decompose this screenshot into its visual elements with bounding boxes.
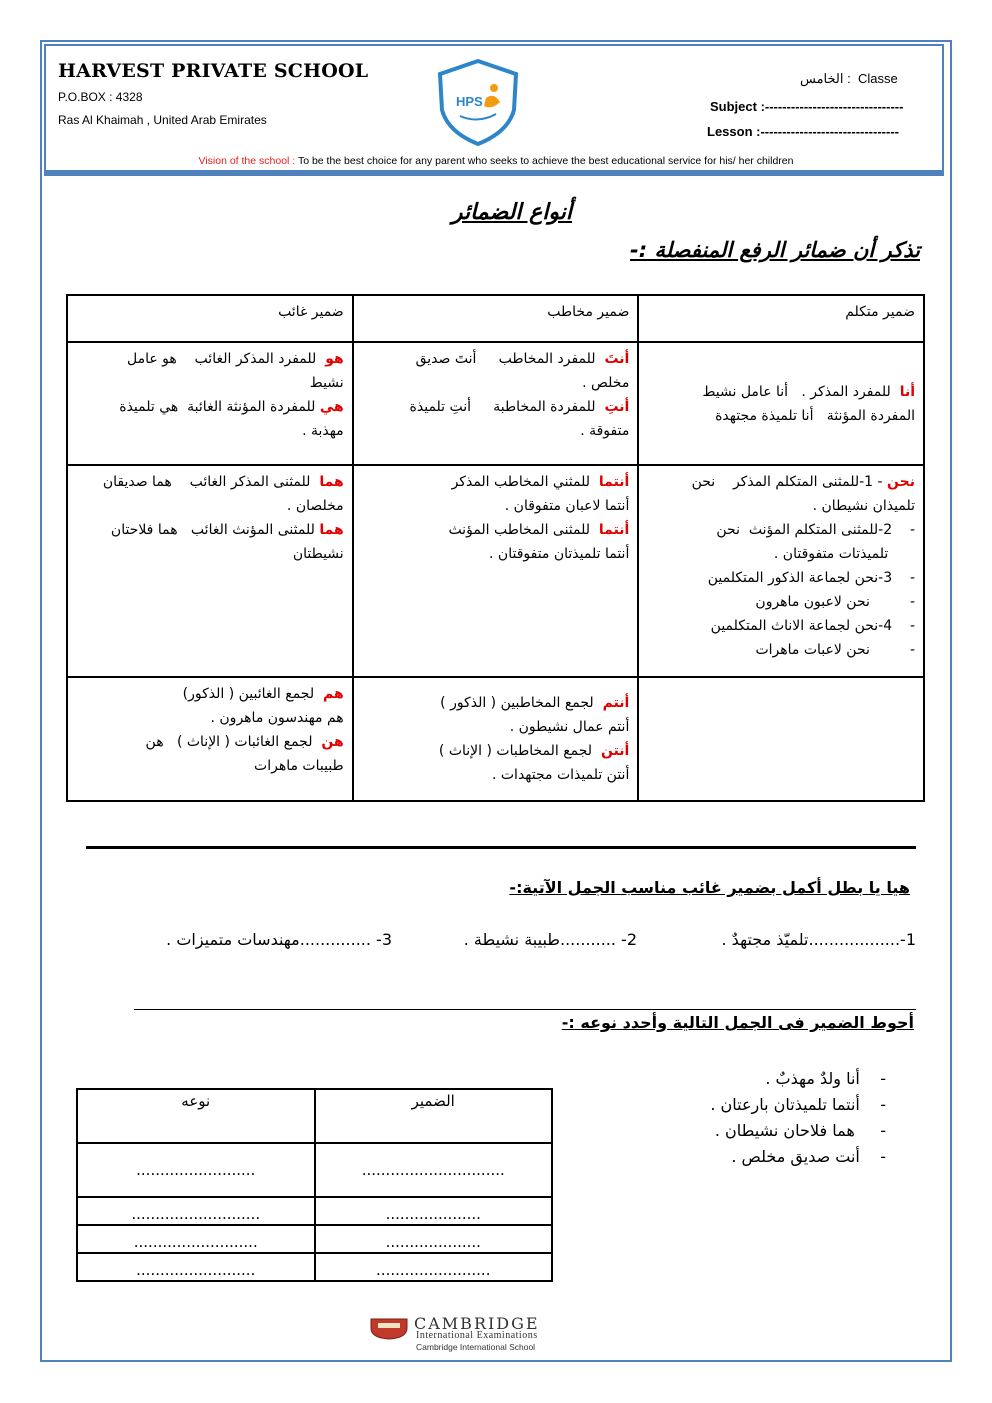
cell-line [76, 682, 344, 706]
cell-line [647, 542, 915, 566]
table-row [67, 465, 924, 677]
table-cell [67, 677, 353, 801]
pronoun-highlight: أنا [899, 383, 915, 400]
cell-text: أنتم عمال نشيطون . [509, 719, 630, 735]
cambridge-school: Cambridge International School [416, 1342, 536, 1352]
cell-text: طبيبات ماهرات [254, 758, 344, 774]
sentence-item: - أنا ولدٌ مهذبٌ . [765, 1069, 886, 1088]
sentence-item: - أنت صديق مخلص . [731, 1147, 886, 1166]
exercise1-item-2: 2- ...........طبيبة نشيطة . [463, 930, 637, 949]
sentence-text: أنت صديق مخلص . [731, 1147, 860, 1166]
pronoun-highlight: أنتن [600, 743, 630, 759]
exercise1-title: هيا يا بطل أكمل بضمير غائب مناسب الجمل الآتية:- [509, 878, 910, 897]
cell-line [647, 404, 915, 428]
cell-text: مخلص . [582, 375, 630, 391]
cell-line [647, 614, 915, 638]
table-cell [353, 677, 639, 801]
exercise2-title: أحوط الضمير فى الجمل التالية وأحدد نوعه :- [561, 1013, 914, 1032]
answer-cell[interactable]: .............................. [315, 1143, 553, 1197]
cell-line [647, 566, 915, 590]
sentence-text: هما فلاحان نشيطان . [714, 1121, 860, 1140]
table-cell [353, 465, 639, 677]
pronoun-highlight: هو [325, 351, 344, 367]
cell-line [647, 470, 915, 494]
cell-line [362, 470, 630, 494]
answer-header-type: نوعه [77, 1089, 315, 1143]
answer-cell[interactable]: .................... [315, 1225, 553, 1253]
cell-line [362, 371, 630, 395]
cell-line [76, 395, 344, 419]
cell-line [76, 419, 344, 443]
answer-cell[interactable]: ......................... [77, 1143, 315, 1197]
answer-cell[interactable]: .......................... [77, 1225, 315, 1253]
pronoun-highlight: أنتما [598, 522, 630, 538]
pronoun-highlight: هما [319, 474, 344, 490]
cell-text: - 3-نحن لجماعة الذكور المتكلمين [707, 570, 915, 586]
cell-text: للمفرد المخاطب أنتَ صديق [415, 351, 605, 367]
cell-line [647, 518, 915, 542]
cell-text: للمفرد المذكر . أنا عامل نشيط [702, 383, 900, 400]
table-cell [638, 677, 924, 801]
cell-text: مخلصان . [286, 498, 344, 514]
class-field [800, 71, 898, 87]
answer-header-pronoun: الضمير [315, 1089, 553, 1143]
cambridge-sub: International Examinations [416, 1330, 538, 1341]
table-cell [638, 465, 924, 677]
school-name: HARVEST PRIVATE SCHOOL [58, 60, 369, 82]
pronoun-highlight: هي [319, 399, 344, 415]
cell-text: - 4-نحن لجماعة الاناث المتكلمين [710, 618, 915, 634]
cell-line [76, 754, 344, 778]
subject-field: Subject :-------------------------------- [710, 99, 904, 114]
cell-text: لجمع المخاطبات ( الإناث ) [438, 743, 601, 759]
cell-line [76, 470, 344, 494]
pronoun-table [66, 294, 925, 802]
sentence-text: أنا ولدٌ مهذبٌ . [765, 1069, 860, 1088]
cell-text: مهذبة . [302, 423, 344, 439]
cell-text: تلميذتات متفوقتان . [773, 546, 915, 562]
section-divider-2 [134, 1009, 916, 1010]
cell-text: للمفردة المؤنثة الغائبة هي تلميذة [119, 399, 320, 415]
pronoun-highlight: أنتَ [604, 351, 630, 367]
table-cell [67, 465, 353, 677]
cell-line [76, 542, 344, 566]
cell-text: أنتما تلميذتان متفوقتان . [489, 546, 630, 562]
table-row [67, 342, 924, 465]
address: Ras Al Khaimah , United Arab Emirates [58, 113, 267, 127]
exercise2-sentences [710, 1066, 886, 1170]
table-header-cell: ضمير متكلم [638, 295, 924, 342]
cell-text: - 1-للمثنى المتكلم المذكر نحن [691, 474, 888, 490]
cell-line [362, 715, 630, 739]
cell-text: - نحن لاعبات ماهرات [755, 642, 915, 658]
po-box: P.O.BOX : 4328 [58, 90, 143, 104]
cell-line [362, 347, 630, 371]
cell-line [647, 590, 915, 614]
cell-text: نشيطتان [292, 546, 344, 562]
pronoun-highlight: أنتم [602, 695, 630, 711]
cell-line [362, 691, 630, 715]
cell-line [647, 380, 915, 404]
cell-line [362, 542, 630, 566]
exercise1-item-1: 1-..................تلميّذ مجتهدٌ . [721, 930, 916, 949]
lesson-field: Lesson :-------------------------------- [707, 124, 899, 139]
main-title: أنواع الضمائر [451, 200, 572, 225]
cell-line [76, 706, 344, 730]
cell-text: هم مهندسون ماهرون . [210, 710, 344, 726]
pronoun-highlight: هم [323, 686, 344, 702]
cell-text: للمفردة المخاطبة أنتِ تلميذة [409, 399, 605, 415]
cell-line [362, 763, 630, 787]
cell-text: للمفرد المذكر الغائب هو عامل [126, 351, 326, 367]
cell-line [76, 494, 344, 518]
cell-line [362, 395, 630, 419]
svg-text:HPS: HPS [456, 94, 483, 109]
cambridge-brand: CAMBRIDGE [414, 1314, 540, 1333]
cell-text: أنتن تلميذات مجتهدات . [491, 767, 630, 783]
cell-text: للمثنى المذكر الغائب هما صديقان [102, 474, 320, 490]
cell-text: تلميذان نشيطان . [812, 498, 915, 514]
cell-text: نشيط [309, 375, 344, 391]
cell-text: متفوقة . [580, 423, 630, 439]
cell-line [76, 347, 344, 371]
table-row [67, 677, 924, 801]
sentence-item: - أنتما تلميذتان بارعتان . [710, 1095, 886, 1114]
answer-cell[interactable]: ........................ [315, 1253, 553, 1281]
answer-cell[interactable]: .................... [315, 1197, 553, 1225]
table-cell [638, 342, 924, 465]
school-logo-shield-icon [436, 58, 520, 146]
pronoun-highlight: أنتِ [604, 399, 630, 415]
pronoun-highlight: هن [321, 734, 344, 750]
vision-label: Vision of the school : [198, 155, 298, 167]
sentence-item: - هما فلاحان نشيطان . [714, 1121, 886, 1140]
answer-table [76, 1088, 553, 1282]
cell-line [76, 518, 344, 542]
answer-cell[interactable]: ........................... [77, 1197, 315, 1225]
exercise1-item-3: 3- ..............مهندسات متميزات . [166, 930, 392, 949]
cell-line [362, 518, 630, 542]
cell-line [362, 494, 630, 518]
cell-text: للمثني المخاطب المذكر [451, 474, 599, 490]
table-cell [353, 342, 639, 465]
class-label: Classe [857, 71, 898, 86]
cell-line [76, 730, 344, 754]
cell-text: - نحن لاعبون ماهرون [755, 594, 915, 610]
sentence-text: أنتما تلميذتان بارعتان . [710, 1095, 860, 1114]
pronoun-highlight: هما [319, 522, 344, 538]
vision-statement [0, 155, 992, 167]
cell-line [647, 638, 915, 662]
cell-text: للمثنى المؤنث الغائب هما فلاحتان [110, 522, 320, 538]
class-value: الخامس : [800, 71, 851, 86]
sub-title: تذكر أن ضمائر الرفع المنفصلة :- [630, 238, 920, 262]
cell-line [362, 739, 630, 763]
pronoun-highlight: أنتما [598, 474, 630, 490]
cell-text: المفردة المؤنثة أنا تلميذة مجتهدة [715, 407, 915, 424]
vision-text: To be the best choice for any parent who seeks to achieve the best educational service for his/ her children [297, 155, 794, 167]
cell-text: للمثنى المخاطب المؤنث [448, 522, 599, 538]
cell-line [362, 419, 630, 443]
table-header-cell: ضمير مخاطب [353, 295, 639, 342]
cambridge-crest-icon [370, 1318, 408, 1340]
cell-text: أنتما لاعبان متفوقان . [504, 498, 630, 514]
table-header-cell: ضمير غائب [67, 295, 353, 342]
section-divider [86, 846, 916, 849]
table-cell [67, 342, 353, 465]
cell-line [76, 371, 344, 395]
cell-text: لجمع الغائبين ( الذكور) [182, 686, 323, 702]
cell-line [647, 494, 915, 518]
answer-cell[interactable]: ......................... [77, 1253, 315, 1281]
pronoun-highlight: نحن [887, 474, 915, 490]
cell-text: لجمع المخاطبين ( الذكور ) [440, 695, 603, 711]
cell-text: لجمع الغائبات ( الإناث ) هن [145, 734, 322, 750]
cell-text: - 2-للمثنى المتكلم المؤنث نحن [716, 522, 915, 538]
